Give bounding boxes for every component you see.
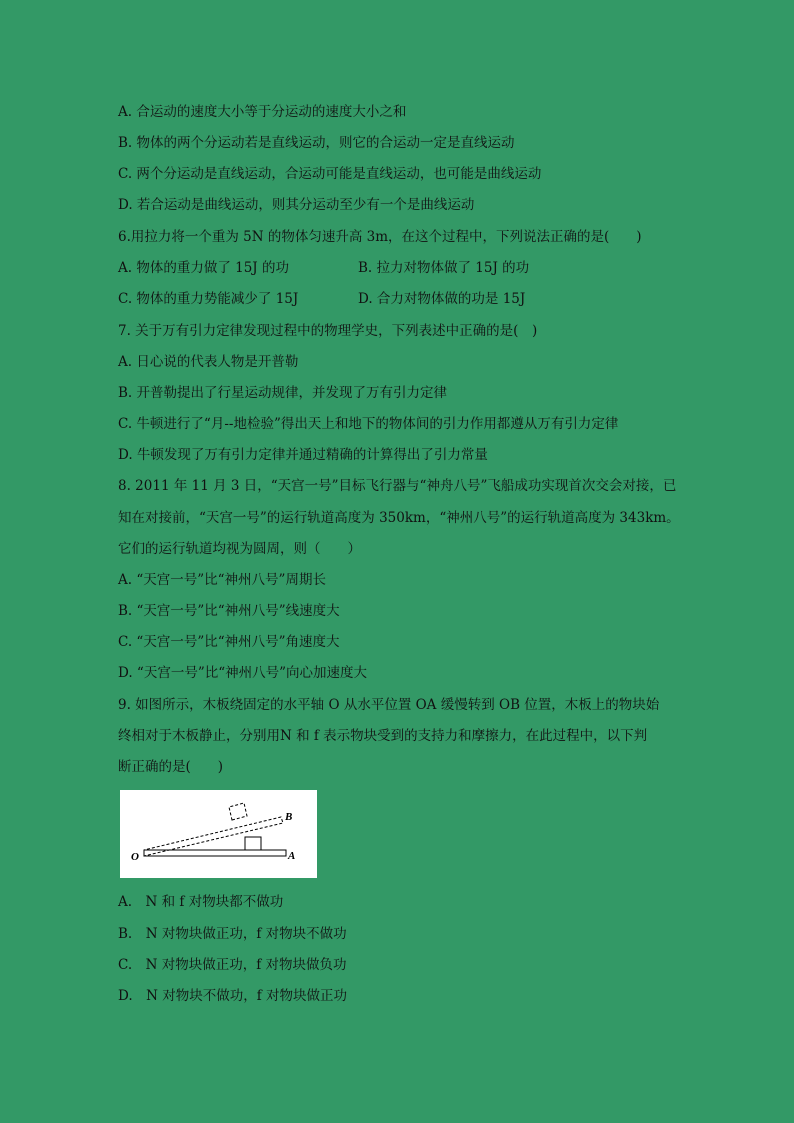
label-a: A xyxy=(288,850,296,862)
q8-option-d: D. “天宫一号”比“神州八号”向心加速度大 xyxy=(118,665,368,681)
q9-figure xyxy=(120,790,317,878)
label-o: O xyxy=(131,851,139,863)
q8-option-c: C. “天宫一号”比“神州八号”角速度大 xyxy=(118,634,340,650)
block-tilted xyxy=(229,803,247,820)
q8-option-b: B. “天宫一号”比“神州八号”线速度大 xyxy=(118,603,340,619)
q5-option-b: B. 物体的两个分运动若是直线运动，则它的合运动一定是直线运动 xyxy=(118,135,515,151)
q8-stem-line-3: 它们的运行轨道均视为圆周，则（ ） xyxy=(118,541,361,557)
q9-stem-line-1: 9. 如图所示，木板绕固定的水平轴 O 从水平位置 OA 缓慢转到 OB 位置，木板上的物块始 xyxy=(118,697,660,713)
label-b: B xyxy=(285,811,293,823)
q6-option-d: D. 合力对物体做的功是 15J xyxy=(358,291,526,307)
block xyxy=(245,837,261,850)
q7-option-c: C. 牛顿进行了“月--地检验”得出天上和地下的物体间的引力作用都遵从万有引力定律 xyxy=(118,416,619,432)
q9-stem-line-3: 断正确的是( ) xyxy=(118,759,224,775)
q6-option-b: B. 拉力对物体做了 15J 的功 xyxy=(358,260,530,276)
q9-diagram xyxy=(120,790,317,878)
q7-option-b: B. 开普勒提出了行星运动规律，并发现了万有引力定律 xyxy=(118,385,448,401)
q5-option-a: A. 合运动的速度大小等于分运动的速度大小之和 xyxy=(118,104,407,120)
q7-option-d: D. 牛顿发现了万有引力定律并通过精确的计算得出了引力常量 xyxy=(118,447,488,463)
q9-stem-line-2: 终相对于木板静止，分别用N 和 f 表示物块受到的支持力和摩擦力，在此过程中，以下判 xyxy=(118,728,648,744)
q6-stem: 6.用拉力将一个重为 5N 的物体匀速升高 3m，在这个过程中，下列说法正确的是( ) xyxy=(118,229,642,245)
q8-stem-line-2: 知在对接前，“天宫一号”的运行轨道高度为 350km，“神州八号”的运行轨道高度为 343km。 xyxy=(118,510,680,526)
q9-option-c: C. N 对物块做正功，f 对物块做负功 xyxy=(118,957,347,973)
q5-option-c: C. 两个分运动是直线运动，合运动可能是直线运动，也可能是曲线运动 xyxy=(118,166,542,182)
q6-option-a: A. 物体的重力做了 15J 的功 xyxy=(118,260,290,276)
q6-option-c: C. 物体的重力势能减少了 15J xyxy=(118,291,299,307)
q9-option-d: D. N 对物块不做功，f 对物块做正功 xyxy=(118,988,348,1004)
q5-option-d: D. 若合运动是曲线运动，则其分运动至少有一个是曲线运动 xyxy=(118,197,475,213)
q9-option-b: B. N 对物块做正功，f 对物块不做功 xyxy=(118,926,347,942)
q7-option-a: A. 日心说的代表人物是开普勒 xyxy=(118,354,299,370)
q7-stem: 7. 关于万有引力定律发现过程中的物理学史，下列表述中正确的是( ) xyxy=(118,323,538,339)
q6-options-row-2 xyxy=(118,290,678,308)
q6-options-row-1 xyxy=(118,259,678,277)
q9-option-a: A. N 和 f 对物块都不做功 xyxy=(118,894,284,910)
q8-option-a: A. “天宫一号”比“神州八号”周期长 xyxy=(118,572,326,588)
q8-stem-line-1: 8. 2011 年 11 月 3 日，“天宫一号”目标飞行器与“神舟八号”飞船成功实现首次交会对接，已 xyxy=(118,478,677,494)
